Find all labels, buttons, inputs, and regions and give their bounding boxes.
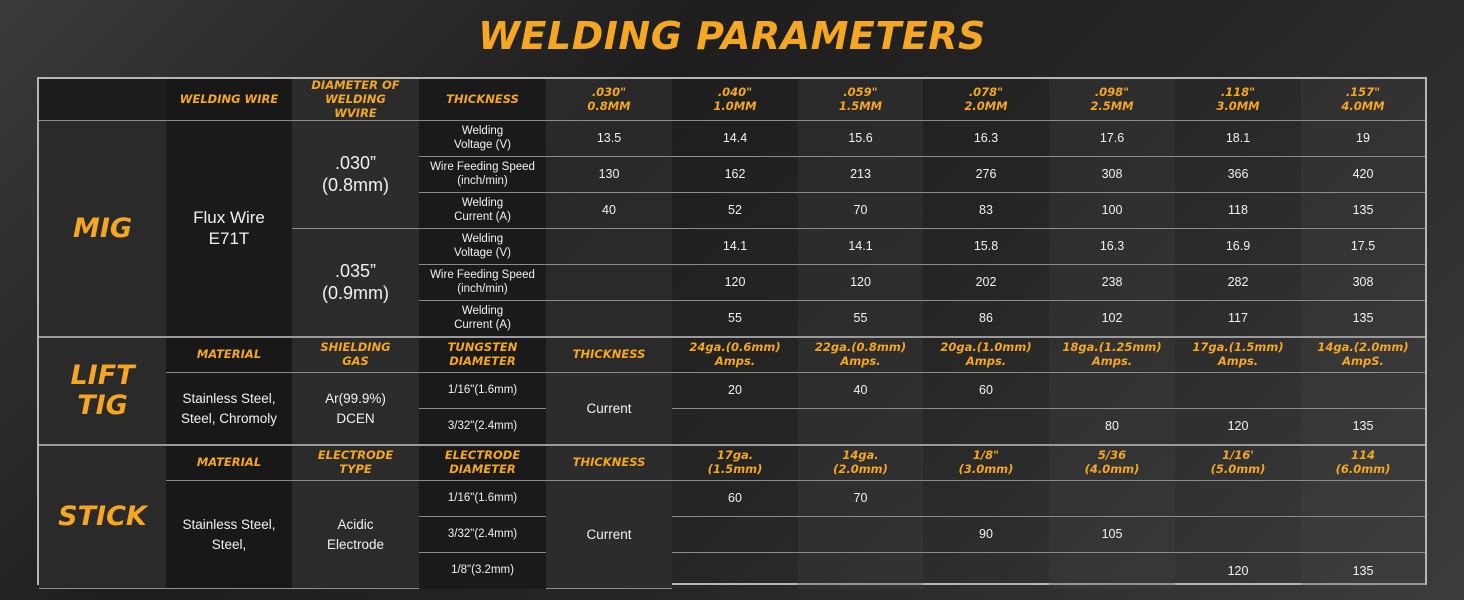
value-cell: 60 xyxy=(923,373,1049,409)
value-cell xyxy=(672,517,798,553)
tig-col-size: 24ga.(0.6mm) xyxy=(689,340,781,355)
mig-header-welding-wire: WELDING WIRE xyxy=(166,79,292,121)
value-cell: 16.3 xyxy=(923,121,1049,157)
param-text: Welding Current (A) xyxy=(454,197,511,223)
value-cell: 135 xyxy=(1301,193,1425,229)
param-text: Welding Voltage (V) xyxy=(454,125,511,151)
mig-col-inch: .098" xyxy=(1094,84,1130,99)
stick-header-col-3 xyxy=(923,445,1049,481)
value-cell: 120 xyxy=(1227,563,1249,578)
stick-col-mm: (6.0mm) xyxy=(1335,462,1391,477)
stick-header-row xyxy=(39,445,1425,481)
welding-parameters-table xyxy=(39,79,1425,589)
value-cell xyxy=(798,409,923,445)
mig-diameter-text: .035” (0.9mm) xyxy=(322,261,389,303)
tig-header-gas xyxy=(292,337,419,373)
param-text: Wire Feeding Speed (inch/min) xyxy=(430,161,535,187)
tig-col-unit: Amps. xyxy=(714,354,756,369)
tig-gas xyxy=(292,373,419,445)
value-cell: 15.8 xyxy=(923,229,1049,265)
mig-col-mm: 4.0MM xyxy=(1341,98,1385,113)
mig-col-mm: 2.0MM xyxy=(964,98,1008,113)
stick-diameter: 1/8"(3.2mm) xyxy=(419,553,546,589)
value-cell xyxy=(798,517,923,553)
value-cell: 162 xyxy=(672,157,798,193)
value-cell: 14.1 xyxy=(672,229,798,265)
tig-current: Current xyxy=(546,373,672,445)
mig-header-row xyxy=(39,79,1425,121)
value-cell: 120 xyxy=(798,265,923,301)
stick-header-type xyxy=(292,445,419,481)
stick-col-size: 1/8" xyxy=(972,448,1000,463)
stick-col-mm: (3.0mm) xyxy=(958,462,1014,477)
mig-header-empty xyxy=(39,79,166,121)
mig-header-diameter xyxy=(292,79,419,121)
value-cell xyxy=(1175,373,1301,409)
stick-diameter: 3/32"(2.4mm) xyxy=(419,517,546,553)
tig-col-size: 20ga.(1.0mm) xyxy=(940,340,1032,355)
value-cell: 130 xyxy=(546,157,672,193)
mig-col-inch: .040" xyxy=(717,84,753,99)
value-cell: 18.1 xyxy=(1175,121,1301,157)
param-label xyxy=(419,157,546,193)
stick-col-mm: (2.0mm) xyxy=(833,462,888,477)
value-cell: 70 xyxy=(798,481,923,517)
stick-header-diameter xyxy=(419,445,546,481)
mig-header-diameter-text: DIAMETER OF WELDING WVIRE xyxy=(311,79,400,120)
tig-col-size: 18ga.(1.25mm) xyxy=(1062,340,1162,355)
mig-header-col-6 xyxy=(1175,79,1301,121)
value-cell xyxy=(1049,553,1175,589)
table-row xyxy=(39,373,1425,409)
value-cell xyxy=(923,409,1049,445)
tig-col-unit: Amps. xyxy=(1217,354,1259,369)
tig-diameter: 1/16"(1.6mm) xyxy=(419,373,546,409)
stick-col-mm: (5.0mm) xyxy=(1210,462,1266,477)
stick-col-size: 5/36 xyxy=(1097,448,1127,463)
stick-header-type-text: ELECTRODE TYPE xyxy=(317,448,394,477)
tig-header-col-2 xyxy=(798,337,923,373)
table-row xyxy=(39,121,1425,157)
mig-col-inch: .078" xyxy=(968,84,1004,99)
mig-header-col-2 xyxy=(672,79,798,121)
value-cell: 14.1 xyxy=(798,229,923,265)
value-cell: 282 xyxy=(1175,265,1301,301)
stick-diameter: 1/16"(1.6mm) xyxy=(419,481,546,517)
value-cell: 90 xyxy=(923,517,1049,553)
tig-material xyxy=(166,373,292,445)
value-cell: 202 xyxy=(923,265,1049,301)
stick-header-diameter-text: ELECTRODE DIAMETER xyxy=(444,448,521,477)
mig-col-mm: 0.8MM xyxy=(587,98,631,113)
value-cell: 117 xyxy=(1228,311,1248,326)
tig-header-col-5 xyxy=(1175,337,1301,373)
tig-header-gas-text: SHIELDING GAS xyxy=(320,340,391,369)
value-cell: 52 xyxy=(672,193,798,229)
value-cell xyxy=(672,553,798,589)
value-cell xyxy=(672,409,798,445)
mig-diameter-035 xyxy=(292,229,419,337)
stick-header-material: MATERIAL xyxy=(166,445,292,481)
stick-type-text: Acidic Electrode xyxy=(326,517,385,552)
param-label xyxy=(419,301,546,337)
mig-diameter-030 xyxy=(292,121,419,229)
stick-col-mm: (1.5mm) xyxy=(707,462,763,477)
param-text: Welding Current (A) xyxy=(454,304,511,331)
value-cell: 83 xyxy=(923,193,1049,229)
value-cell xyxy=(546,301,672,337)
mig-header-col-3 xyxy=(798,79,923,121)
stick-header-col-6 xyxy=(1301,445,1425,481)
stick-header-col-2 xyxy=(798,445,923,481)
value-cell: 70 xyxy=(798,193,923,229)
value-cell: 86 xyxy=(979,311,993,326)
value-cell: 17.6 xyxy=(1049,121,1175,157)
value-cell: 55 xyxy=(798,301,923,337)
value-cell: 135 xyxy=(1301,553,1425,589)
stick-current: Current xyxy=(546,481,672,589)
tig-col-unit: Amps. xyxy=(965,354,1007,369)
tig-col-unit: Amps. xyxy=(1091,354,1133,369)
value-cell xyxy=(1301,517,1425,553)
stick-col-size: 1/16' xyxy=(1222,448,1254,463)
tig-col-unit: Amps. xyxy=(840,354,881,369)
tig-gas-text: Ar(99.9%) DCEN xyxy=(325,391,386,426)
value-cell: 308 xyxy=(1049,157,1175,193)
mig-col-inch: .118" xyxy=(1220,84,1256,99)
value-cell xyxy=(1175,481,1301,517)
tig-label xyxy=(39,337,166,445)
tig-col-unit: AmpS. xyxy=(1342,354,1384,369)
tig-col-size: 14ga.(2.0mm) xyxy=(1317,340,1409,355)
value-cell: 16.3 xyxy=(1049,229,1175,265)
stick-col-size: 14ga. xyxy=(842,448,879,463)
mig-col-inch: .157" xyxy=(1345,84,1381,99)
value-cell: 40 xyxy=(798,373,923,409)
stick-material xyxy=(166,481,292,589)
value-cell xyxy=(1049,373,1175,409)
value-cell: 20 xyxy=(672,373,798,409)
stick-header-thickness: THICKNESS xyxy=(546,445,672,481)
tig-header-col-4 xyxy=(1049,337,1175,373)
value-cell: 14.4 xyxy=(672,121,798,157)
value-cell xyxy=(546,265,672,301)
value-cell: 55 xyxy=(728,311,742,326)
tig-header-row xyxy=(39,337,1425,373)
mig-header-col-1 xyxy=(546,79,672,121)
mig-col-mm: 3.0MM xyxy=(1216,98,1260,113)
mig-header-thickness: THICKNESS xyxy=(419,79,546,121)
value-cell: 213 xyxy=(798,157,923,193)
value-cell xyxy=(1301,481,1425,517)
value-cell xyxy=(1175,517,1301,553)
mig-col-inch: .030" xyxy=(591,84,627,99)
stick-label: STICK xyxy=(39,445,166,589)
value-cell xyxy=(546,229,672,265)
value-cell: 100 xyxy=(1049,193,1175,229)
value-cell: 17.5 xyxy=(1301,229,1425,265)
value-cell xyxy=(923,553,1049,589)
table-row xyxy=(39,481,1425,517)
value-cell: 16.9 xyxy=(1175,229,1301,265)
mig-col-mm: 1.0MM xyxy=(713,98,757,113)
tig-header-thickness: THICKNESS xyxy=(546,337,672,373)
tig-header-material: MATERIAL xyxy=(166,337,292,373)
value-cell: 40 xyxy=(546,193,672,229)
value-cell xyxy=(798,553,923,589)
tig-label-text: LIFT TIG xyxy=(70,360,135,421)
stick-header-col-5 xyxy=(1175,445,1301,481)
mig-header-col-5 xyxy=(1049,79,1175,121)
mig-wire-text: Flux Wire E71T xyxy=(193,208,265,248)
value-cell: 60 xyxy=(672,481,798,517)
value-cell xyxy=(1049,481,1175,517)
mig-label: MIG xyxy=(39,121,166,337)
tig-material-text: Stainless Steel, Steel, Chromoly xyxy=(180,391,278,426)
value-cell: 135 xyxy=(1301,301,1425,337)
tig-col-size: 22ga.(0.8mm) xyxy=(814,340,907,355)
tig-header-col-1 xyxy=(672,337,798,373)
value-cell: 308 xyxy=(1301,265,1425,301)
mig-header-col-4 xyxy=(923,79,1049,121)
tig-header-col-6 xyxy=(1301,337,1425,373)
value-cell xyxy=(923,481,1049,517)
stick-col-mm: (4.0mm) xyxy=(1084,462,1140,477)
value-cell: 13.5 xyxy=(546,121,672,157)
tig-header-diameter-text: TUNGSTEN DIAMETER xyxy=(447,340,518,369)
value-cell: 420 xyxy=(1301,157,1425,193)
value-cell: 366 xyxy=(1175,157,1301,193)
mig-header-col-7 xyxy=(1301,79,1425,121)
value-cell: 19 xyxy=(1301,121,1425,157)
value-cell: 118 xyxy=(1175,193,1301,229)
value-cell: 105 xyxy=(1049,517,1175,553)
param-label xyxy=(419,193,546,229)
value-cell xyxy=(1301,373,1425,409)
mig-col-mm: 2.5MM xyxy=(1090,98,1134,113)
stick-col-size: 17ga. xyxy=(716,448,754,463)
stick-material-text: Stainless Steel, Steel, xyxy=(182,517,276,552)
param-label xyxy=(419,265,546,301)
param-text: Welding Voltage (V) xyxy=(454,233,511,259)
mig-diameter-text: .030” (0.8mm) xyxy=(322,153,389,195)
value-cell: 135 xyxy=(1301,409,1425,445)
value-cell: 238 xyxy=(1049,265,1175,301)
mig-col-mm: 1.5MM xyxy=(838,98,883,113)
value-cell: 120 xyxy=(1227,419,1249,434)
tig-diameter: 3/32"(2.4mm) xyxy=(419,409,546,445)
value-cell: 120 xyxy=(672,265,798,301)
tig-header-col-3 xyxy=(923,337,1049,373)
value-cell: 276 xyxy=(923,157,1049,193)
tig-col-size: 17ga.(1.5mm) xyxy=(1192,340,1284,355)
stick-header-col-4 xyxy=(1049,445,1175,481)
mig-col-inch: .059" xyxy=(843,84,878,99)
stick-col-size: 114 xyxy=(1350,448,1375,463)
stick-header-col-1 xyxy=(672,445,798,481)
value-cell: 15.6 xyxy=(798,121,923,157)
value-cell: 80 xyxy=(1049,409,1175,445)
tig-header-diameter xyxy=(419,337,546,373)
page-title: WELDING PARAMETERS xyxy=(478,14,986,58)
param-text: Wire Feeding Speed (inch/min) xyxy=(430,269,535,295)
param-label xyxy=(419,229,546,265)
value-cell: 102 xyxy=(1049,301,1175,337)
param-label xyxy=(419,121,546,157)
stick-type xyxy=(292,481,419,589)
mig-wire xyxy=(166,121,292,337)
